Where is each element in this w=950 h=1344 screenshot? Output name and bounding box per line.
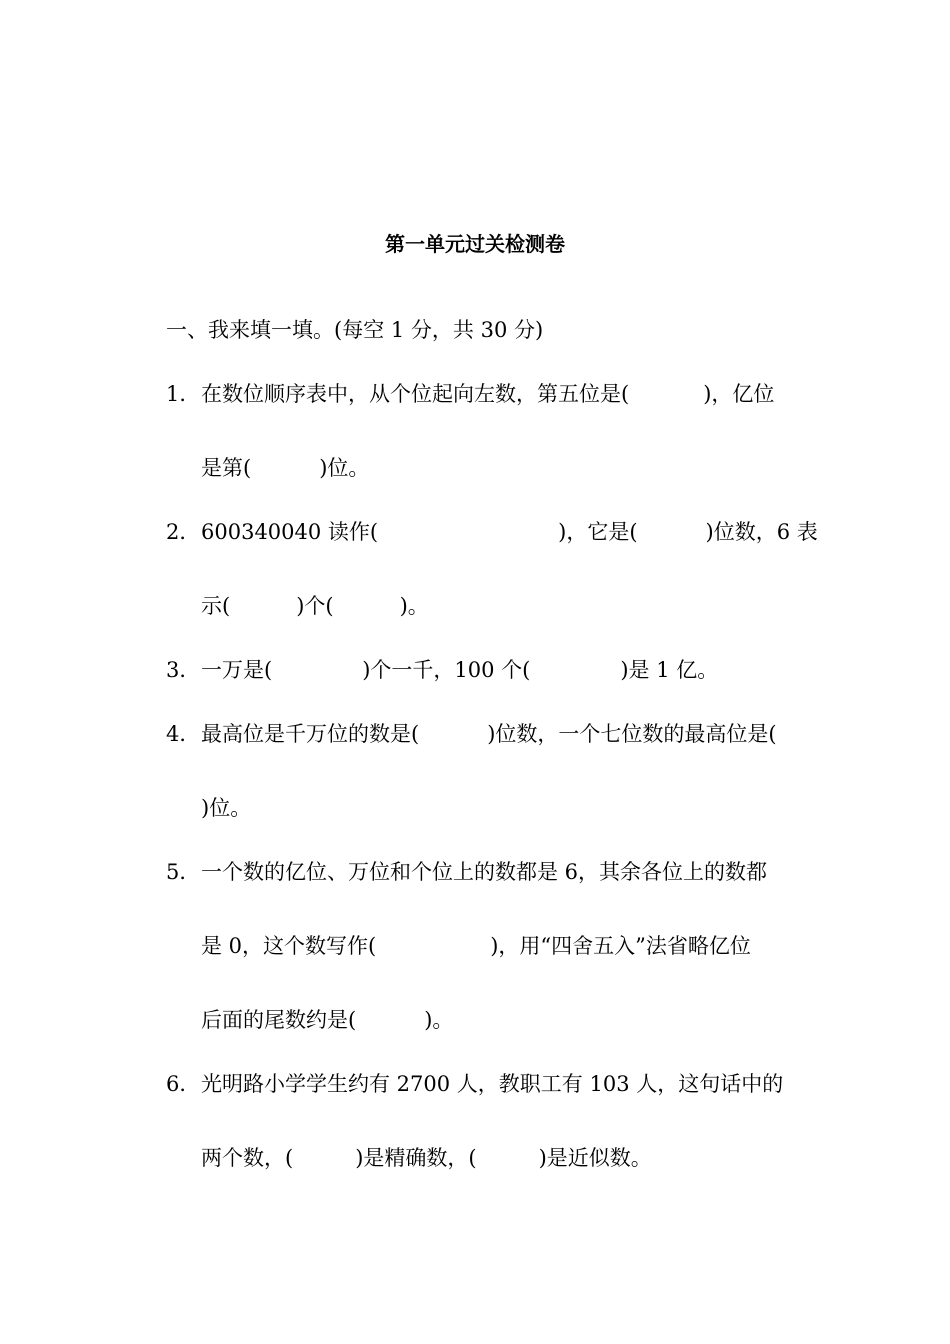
question-line [201,932,751,960]
text-segment: 在数位顺序表中，从个位起向左数，第五位是( [201,382,630,406]
question-line [201,1070,783,1098]
text-segment: 是 0，这个数写作( [201,934,377,958]
question-line [201,858,767,886]
section-heading: 一、我来填一填。(每空 1 分，共 30 分) [166,318,544,342]
text-segment: )。 [399,594,429,618]
question-number: 6． [166,1072,201,1096]
question-line [201,518,818,546]
question-number: 5． [166,860,201,884]
text-segment: 光明路小学学生约有 2700 人，教职工有 103 人，这句话中的 [201,1072,784,1096]
question-line [201,592,429,620]
question-line [201,1006,453,1034]
text-segment: )是精确数，( [355,1146,477,1170]
text-segment: 两个数，( [201,1146,294,1170]
question-line [201,380,774,408]
text-segment: )个( [296,594,334,618]
page-title: 第一单元过关检测卷 [385,232,565,256]
text-segment: )，它是( [558,520,638,544]
text-segment: )是近似数。 [538,1146,652,1170]
text-segment: )，亿位 [703,382,775,406]
question-number: 3． [166,658,201,682]
question-number: 1． [166,382,201,406]
question-line [201,656,718,684]
text-segment: )位数，6 表 [705,520,818,544]
text-segment: )。 [424,1008,454,1032]
text-segment: )个一千，100 个( [362,658,531,682]
text-segment: 600340040 读作( [201,520,379,544]
text-segment: )，用“四舍五入”法省略亿位 [490,934,751,958]
text-segment: 示( [201,594,231,618]
text-segment: )是 1 亿。 [620,658,719,682]
text-segment: )位。 [319,456,370,480]
question-line [201,794,251,822]
text-segment: 最高位是千万位的数是( [201,722,420,746]
text-segment: 后面的尾数约是( [201,1008,357,1032]
text-segment: )位数，一个七位数的最高位是( [487,722,777,746]
text-segment: 是第( [201,456,252,480]
question-line [201,720,777,748]
question-line [201,454,369,482]
text-segment: 一万是( [201,658,273,682]
question-number: 4． [166,722,201,746]
text-segment: 一个数的亿位、万位和个位上的数都是 6，其余各位上的数都 [201,860,768,884]
text-segment: )位。 [201,796,252,820]
question-number: 2． [166,520,201,544]
question-line [201,1144,652,1172]
